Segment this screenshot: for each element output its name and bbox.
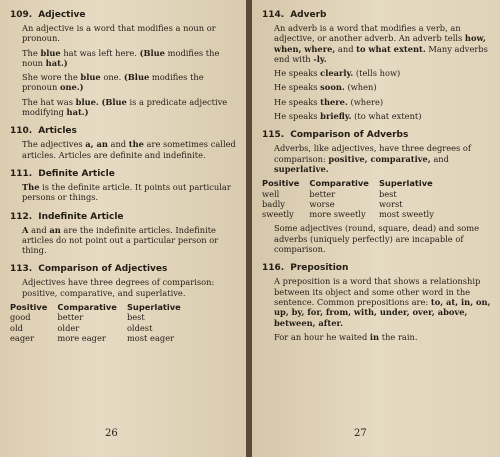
- section-title: Adjective: [38, 10, 86, 20]
- section: [10, 264, 238, 343]
- bold-term: blue: [40, 47, 61, 58]
- section-number: 113.: [10, 264, 33, 275]
- section-body: [10, 139, 238, 160]
- section-title: Comparison of Adverbs: [290, 130, 409, 141]
- bold-term: clearly.: [320, 68, 354, 79]
- column-header: Positive: [262, 178, 300, 189]
- text-run: (to what extent): [351, 111, 422, 122]
- paragraph: [22, 277, 238, 298]
- table-cell: most sweetly: [378, 209, 434, 220]
- bold-term: (Blue: [123, 72, 150, 83]
- text-run: Adjectives have three degrees of comparison: positive, comparative, and superlative.: [22, 277, 215, 298]
- text-run: is a predicate adjective modifying: [22, 96, 228, 118]
- bold-term: hat.): [45, 57, 68, 68]
- table-cell: sweetly: [262, 209, 294, 220]
- text-run: the rain.: [379, 331, 418, 342]
- text-run: and: [430, 153, 449, 164]
- text-run: An adjective is a word that modifies a noun or pronoun.: [22, 23, 216, 44]
- section: [262, 130, 492, 254]
- text-run: are sometimes called articles. Articles are definite and indefinite.: [22, 139, 236, 160]
- section-title: Adverb: [290, 10, 327, 20]
- text-run: hat was left here.: [60, 47, 140, 58]
- text-run: Adverbs, like adjectives, have three degrees of comparison:: [274, 143, 472, 164]
- section-body: [262, 143, 492, 174]
- section-number: 116.: [262, 263, 285, 274]
- bold-term: an: [49, 224, 61, 235]
- paragraph: [274, 143, 492, 174]
- column-header: Comparative: [309, 178, 369, 189]
- section-heading: [262, 10, 492, 21]
- table-cell: badly: [262, 198, 285, 209]
- section-heading: [10, 10, 238, 21]
- text-run: The adjectives: [22, 139, 86, 150]
- table-row: [10, 333, 191, 343]
- section: [10, 126, 238, 160]
- section-number: 112.: [10, 211, 33, 222]
- bold-term: positive, comparative,: [328, 153, 431, 164]
- left-page-content: [10, 10, 238, 352]
- bold-term: one.): [59, 82, 84, 93]
- bold-term: (Blue: [139, 47, 165, 58]
- section-number: 111.: [10, 168, 33, 179]
- section-heading: [10, 212, 238, 223]
- paragraph: [22, 23, 238, 44]
- section-number: 109.: [10, 10, 33, 20]
- paragraph: [22, 48, 238, 69]
- text-run: (where): [347, 96, 384, 107]
- section-heading: [10, 126, 238, 137]
- section-number: 110.: [10, 126, 33, 137]
- section-body: [262, 223, 492, 254]
- table-cell: worst: [378, 198, 403, 209]
- text-run: A preposition is a word that shows a relationship between its object and some other word in the sentence. Common prepositions are:: [274, 276, 481, 307]
- bold-term: superlative.: [274, 163, 329, 174]
- section-title: Articles: [38, 126, 77, 137]
- section-title: Indefinite Article: [38, 211, 124, 222]
- column-header: Positive: [10, 302, 48, 313]
- section: [10, 10, 238, 117]
- section-heading: [10, 169, 238, 180]
- text-run: The: [22, 47, 41, 58]
- bold-term: a, an: [85, 139, 108, 150]
- paragraph: [22, 182, 238, 203]
- bold-term: A: [22, 224, 29, 235]
- text-run: Some adjectives (round, square, dead) and some adverbs (uniquely perfectly) are incapable of comparison.: [274, 223, 480, 255]
- table-row: [262, 189, 444, 199]
- text-run: (tells how): [353, 68, 401, 79]
- section-body: [262, 276, 492, 342]
- paragraph: [274, 97, 492, 107]
- comparison-table: [10, 302, 191, 343]
- bold-term: soon.: [320, 82, 345, 93]
- section-title: Comparison of Adjectives: [38, 264, 168, 275]
- paragraph: [274, 332, 492, 342]
- column-header: Superlative: [126, 302, 181, 313]
- text-run: are the indefinite articles. Indefinite articles do not point out a particular person or thing.: [22, 224, 219, 256]
- text-run: one.: [100, 72, 124, 83]
- bold-term: how, when, where,: [274, 33, 486, 54]
- table-row: [262, 199, 444, 209]
- table-cell: best: [126, 312, 145, 323]
- paragraph: [22, 139, 238, 160]
- page-number: 26: [105, 428, 118, 439]
- text-run: and: [335, 43, 357, 54]
- text-run: is the definite article. It points out particular persons or things.: [22, 181, 231, 203]
- table-cell: better: [57, 312, 84, 323]
- bold-term: to what extent.: [356, 43, 426, 54]
- table-cell: best: [378, 188, 397, 199]
- table-cell: oldest: [126, 322, 153, 333]
- section-title: Definite Article: [38, 168, 115, 179]
- text-run: For an hour he waited: [274, 331, 370, 342]
- section-heading: [262, 263, 492, 274]
- left-page: [0, 0, 246, 457]
- table-cell: more eager: [57, 332, 106, 343]
- text-run: modifies the pronoun: [22, 72, 204, 93]
- bold-term: to, at, in, on, up, by, for, from, with, under, over, above, between, after.: [274, 296, 491, 328]
- bold-term: (Blue: [101, 96, 127, 107]
- table-cell: worse: [309, 198, 335, 209]
- text-run: and: [28, 224, 50, 235]
- text-run: He speaks: [274, 68, 321, 79]
- right-page: [252, 0, 500, 457]
- bold-term: blue.: [75, 96, 99, 107]
- table-header-row: [10, 302, 191, 312]
- section: [262, 263, 492, 342]
- column-header: Superlative: [378, 178, 433, 189]
- table-cell: older: [57, 322, 80, 333]
- bold-term: blue: [80, 72, 101, 83]
- paragraph: [22, 97, 238, 118]
- section-body: [10, 225, 238, 256]
- paragraph: [22, 72, 238, 93]
- text-run: and: [107, 139, 129, 150]
- text-run: Many adverbs end with: [274, 43, 488, 64]
- text-run: modifies the noun: [22, 47, 220, 68]
- text-run: He speaks: [274, 111, 321, 122]
- paragraph: [274, 111, 492, 121]
- bold-term: there.: [320, 96, 348, 107]
- table-row: [10, 312, 191, 322]
- bold-term: the: [128, 139, 144, 150]
- text-run: He speaks: [274, 96, 321, 107]
- page-number: 27: [354, 428, 367, 439]
- table-row: [10, 323, 191, 333]
- bold-term: The: [22, 181, 40, 192]
- paragraph: [22, 225, 238, 256]
- paragraph: [274, 276, 492, 327]
- section-number: 115.: [262, 130, 285, 141]
- table-header-row: [262, 178, 444, 188]
- table-cell: well: [262, 188, 280, 199]
- bold-term: in: [369, 331, 380, 342]
- bold-term: briefly.: [320, 111, 352, 122]
- paragraph: [274, 68, 492, 78]
- section-body: [10, 182, 238, 203]
- text-run: She wore the: [22, 72, 81, 83]
- table-cell: good: [10, 312, 31, 323]
- table-cell: old: [10, 322, 23, 333]
- text-run: The hat was: [22, 96, 76, 107]
- section-title: Preposition: [290, 263, 349, 274]
- section-body: [262, 23, 492, 121]
- comparison-table: [262, 178, 444, 219]
- table-cell: better: [309, 188, 336, 199]
- table-row: [262, 209, 444, 219]
- bold-term: -ly.: [313, 53, 327, 64]
- section: [10, 169, 238, 203]
- section: [262, 10, 492, 121]
- right-page-content: [262, 10, 492, 351]
- bold-term: hat.): [66, 107, 89, 118]
- column-header: Comparative: [57, 302, 117, 313]
- section: [10, 212, 238, 256]
- paragraph: [274, 82, 492, 92]
- text-run: He speaks: [274, 82, 321, 93]
- section-number: 114.: [262, 10, 285, 20]
- text-run: An adverb is a word that modifies a verb, an adjective, or another adverb. An adverb tells: [274, 23, 465, 44]
- section-body: [10, 23, 238, 117]
- table-cell: most eager: [126, 332, 175, 343]
- paragraph: [274, 223, 492, 254]
- section-body: [10, 277, 238, 298]
- table-cell: eager: [10, 332, 35, 343]
- text-run: (when): [344, 82, 377, 93]
- paragraph: [274, 23, 492, 64]
- table-cell: more sweetly: [309, 209, 366, 220]
- section-heading: [262, 130, 492, 141]
- section-heading: [10, 264, 238, 275]
